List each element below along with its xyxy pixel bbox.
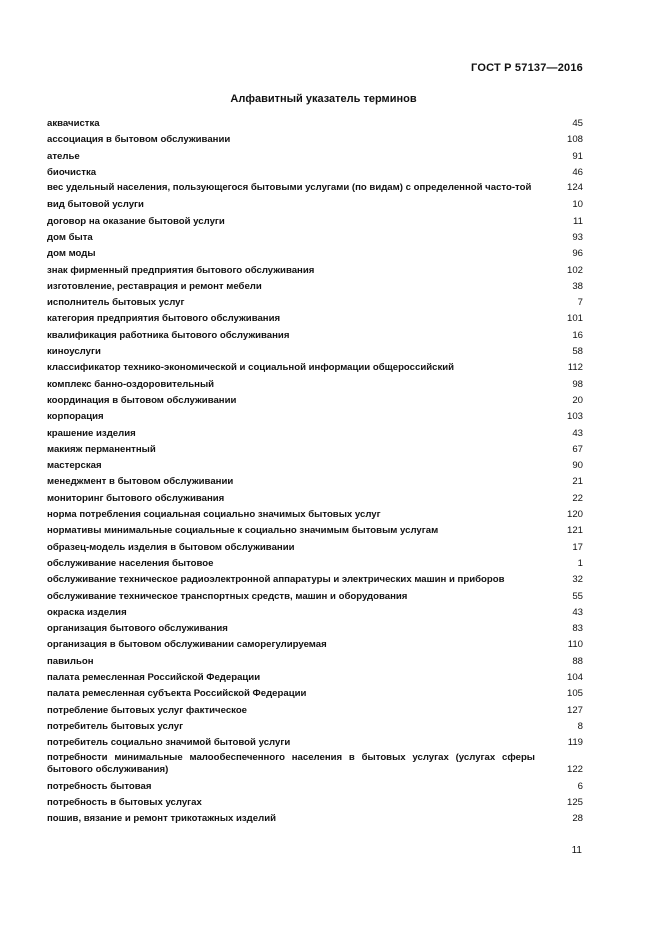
index-entry bbox=[47, 295, 583, 311]
index-entry bbox=[47, 149, 583, 165]
index-term: мастерская bbox=[47, 460, 102, 472]
index-term: ассоциация в бытовом обслуживании bbox=[47, 134, 231, 146]
index-entry bbox=[47, 605, 583, 621]
index-entry bbox=[47, 556, 583, 572]
index-page-ref: 125 bbox=[566, 797, 583, 809]
index-term: вес удельный населения, пользующегося бытовыми услугами (по видам) с определенной часто-той bbox=[47, 182, 532, 194]
index-entry bbox=[47, 214, 583, 230]
index-title: Алфавитный указатель терминов bbox=[230, 93, 417, 105]
index-entry bbox=[47, 344, 583, 360]
index-entry bbox=[47, 811, 583, 827]
index-term: менеджмент в бытовом обслуживании bbox=[47, 476, 234, 488]
index-term: знак фирменный предприятия бытового обслуживания bbox=[47, 264, 315, 276]
index-page-ref: 88 bbox=[572, 655, 583, 667]
index-page-ref: 91 bbox=[572, 150, 583, 162]
index-page-ref: 108 bbox=[566, 134, 583, 146]
index-entry bbox=[47, 328, 583, 344]
index-page-ref: 83 bbox=[572, 623, 583, 635]
index-page-ref: 43 bbox=[572, 427, 583, 439]
index-page-ref: 121 bbox=[566, 525, 583, 537]
index-page-ref: 90 bbox=[572, 460, 583, 472]
index-term: обслуживание техническое транспортных средств, машин и оборудования bbox=[47, 590, 408, 602]
index-entry bbox=[47, 311, 583, 327]
index-page-ref: 110 bbox=[567, 639, 583, 651]
index-term: потребности минимальные малообеспеченного населения в бытовых услугах (услугах сферы бытового обслуживания) bbox=[47, 752, 535, 775]
index-entry bbox=[47, 686, 583, 702]
index-entry bbox=[47, 540, 583, 556]
index-term: норма потребления социальная социально значимых бытовых услуг bbox=[47, 509, 381, 521]
index-entry bbox=[47, 637, 583, 653]
index-term: окраска изделия bbox=[47, 606, 127, 618]
index-page-ref: 104 bbox=[566, 672, 583, 683]
index-term: обслуживание населения бытовое bbox=[47, 557, 214, 569]
index-page-ref: 58 bbox=[572, 346, 583, 358]
index-entry bbox=[47, 393, 583, 409]
index-page-ref: 10 bbox=[572, 199, 583, 211]
index-entry bbox=[47, 491, 583, 507]
index-entry bbox=[47, 719, 583, 735]
index-term: потребитель бытовых услуг bbox=[47, 720, 184, 732]
document-id: ГОСТ Р 57137—2016 bbox=[471, 62, 583, 74]
index-term: потребность бытовая bbox=[47, 780, 152, 792]
index-term: изготовление, реставрация и ремонт мебели bbox=[47, 280, 262, 292]
index-page-ref: 6 bbox=[577, 780, 583, 792]
index-page-ref: 120 bbox=[566, 509, 583, 521]
index-entry bbox=[47, 377, 583, 393]
index-page-ref: 102 bbox=[566, 264, 583, 276]
index-term: координация в бытовом обслуживании bbox=[47, 394, 237, 406]
index-entry bbox=[47, 703, 583, 719]
index-page-ref: 17 bbox=[572, 541, 583, 553]
index-term: дом быта bbox=[47, 231, 93, 243]
index-page-ref: 67 bbox=[572, 443, 583, 455]
index-page-ref: 1 bbox=[577, 557, 583, 569]
index-page-ref: 105 bbox=[566, 688, 583, 700]
index-entry bbox=[47, 132, 583, 148]
index-entry bbox=[47, 165, 583, 181]
index-term: мониторинг бытового обслуживания bbox=[47, 492, 225, 504]
index-page-ref: 96 bbox=[572, 248, 583, 260]
index-entry bbox=[47, 670, 583, 686]
index-term: исполнитель бытовых услуг bbox=[47, 297, 185, 309]
index-entry bbox=[47, 735, 583, 751]
index-page-ref: 22 bbox=[572, 492, 583, 504]
index-page-ref: 103 bbox=[566, 411, 583, 423]
index-term: пошив, вязание и ремонт трикотажных изделий bbox=[47, 813, 276, 825]
index-term: категория предприятия бытового обслуживания bbox=[47, 313, 281, 325]
index-term: нормативы минимальные социальные к социально значимым бытовым услугам bbox=[47, 525, 439, 537]
index-page-ref: 93 bbox=[572, 231, 583, 243]
index-entry bbox=[47, 426, 583, 442]
index-term: крашение изделия bbox=[47, 427, 136, 439]
index-page-ref: 127 bbox=[566, 704, 583, 716]
index-page-ref: 124 bbox=[566, 182, 583, 194]
index-term: корпорация bbox=[47, 411, 104, 423]
index-term: организация в бытовом обслуживании саморегулируемая bbox=[47, 639, 327, 651]
index-page-ref: 119 bbox=[567, 737, 583, 749]
index-term: биочистка bbox=[47, 166, 97, 178]
index-entry bbox=[47, 181, 583, 197]
index-page-ref: 21 bbox=[572, 476, 583, 488]
index-term: комплекс банно-оздоровительный bbox=[47, 378, 215, 390]
index-page-ref: 38 bbox=[572, 280, 583, 292]
index-term: договор на оказание бытовой услуги bbox=[47, 215, 225, 227]
index-entry bbox=[47, 589, 583, 605]
index-entry bbox=[47, 779, 583, 795]
index-entry bbox=[47, 409, 583, 425]
index-term: обслуживание техническое радиоэлектронной аппаратуры и электрических машин и приборов bbox=[47, 574, 505, 586]
index-page-ref: 28 bbox=[572, 813, 583, 825]
index-page-ref: 46 bbox=[572, 166, 583, 178]
term-index-list bbox=[47, 116, 583, 828]
index-entry bbox=[47, 507, 583, 523]
index-entry bbox=[47, 458, 583, 474]
page-number: 11 bbox=[571, 845, 582, 856]
index-term: киноуслуги bbox=[47, 346, 101, 358]
index-page-ref: 98 bbox=[572, 378, 583, 390]
index-term: потребление бытовых услуг фактическое bbox=[47, 704, 248, 716]
index-page-ref: 43 bbox=[572, 606, 583, 618]
index-entry bbox=[47, 621, 583, 637]
index-term: макияж перманентный bbox=[47, 443, 156, 455]
index-term: палата ремесленная Российской Федерации bbox=[47, 672, 261, 683]
index-entry bbox=[47, 474, 583, 490]
index-page-ref: 55 bbox=[572, 590, 583, 602]
index-entry bbox=[47, 654, 583, 670]
index-page-ref: 45 bbox=[572, 118, 583, 129]
index-term: классификатор технико-экономической и социальной информации общероссийский bbox=[47, 362, 455, 374]
index-term: потребность в бытовых услугах bbox=[47, 797, 202, 809]
index-entry bbox=[47, 751, 583, 778]
index-page-ref: 20 bbox=[572, 394, 583, 406]
index-term: образец-модель изделия в бытовом обслуживании bbox=[47, 541, 295, 553]
index-entry bbox=[47, 246, 583, 262]
index-term: аквачистка bbox=[47, 118, 100, 129]
index-term: дом моды bbox=[47, 248, 96, 260]
index-page-ref: 8 bbox=[577, 720, 583, 732]
index-page-ref: 122 bbox=[566, 763, 583, 775]
index-entry bbox=[47, 263, 583, 279]
index-entry bbox=[47, 442, 583, 458]
index-page-ref: 101 bbox=[566, 313, 583, 325]
index-page-ref: 7 bbox=[577, 297, 583, 309]
index-term: палата ремесленная субъекта Российской Федерации bbox=[47, 688, 307, 700]
index-entry bbox=[47, 230, 583, 246]
index-entry bbox=[47, 360, 583, 376]
index-entry bbox=[47, 197, 583, 213]
index-page-ref: 112 bbox=[567, 362, 583, 374]
index-page-ref: 11 bbox=[573, 215, 583, 227]
index-entry bbox=[47, 116, 583, 132]
index-term: ателье bbox=[47, 150, 80, 162]
index-entry bbox=[47, 795, 583, 811]
index-term: квалификация работника бытового обслуживания bbox=[47, 329, 290, 341]
index-term: организация бытового обслуживания bbox=[47, 623, 228, 635]
index-entry bbox=[47, 523, 583, 539]
index-term: вид бытовой услуги bbox=[47, 199, 144, 211]
index-page-ref: 32 bbox=[572, 574, 583, 586]
index-entry bbox=[47, 279, 583, 295]
index-entry bbox=[47, 572, 583, 588]
index-page-ref: 16 bbox=[572, 329, 583, 341]
index-term: потребитель социально значимой бытовой услуги bbox=[47, 737, 291, 749]
index-term: павильон bbox=[47, 655, 94, 667]
